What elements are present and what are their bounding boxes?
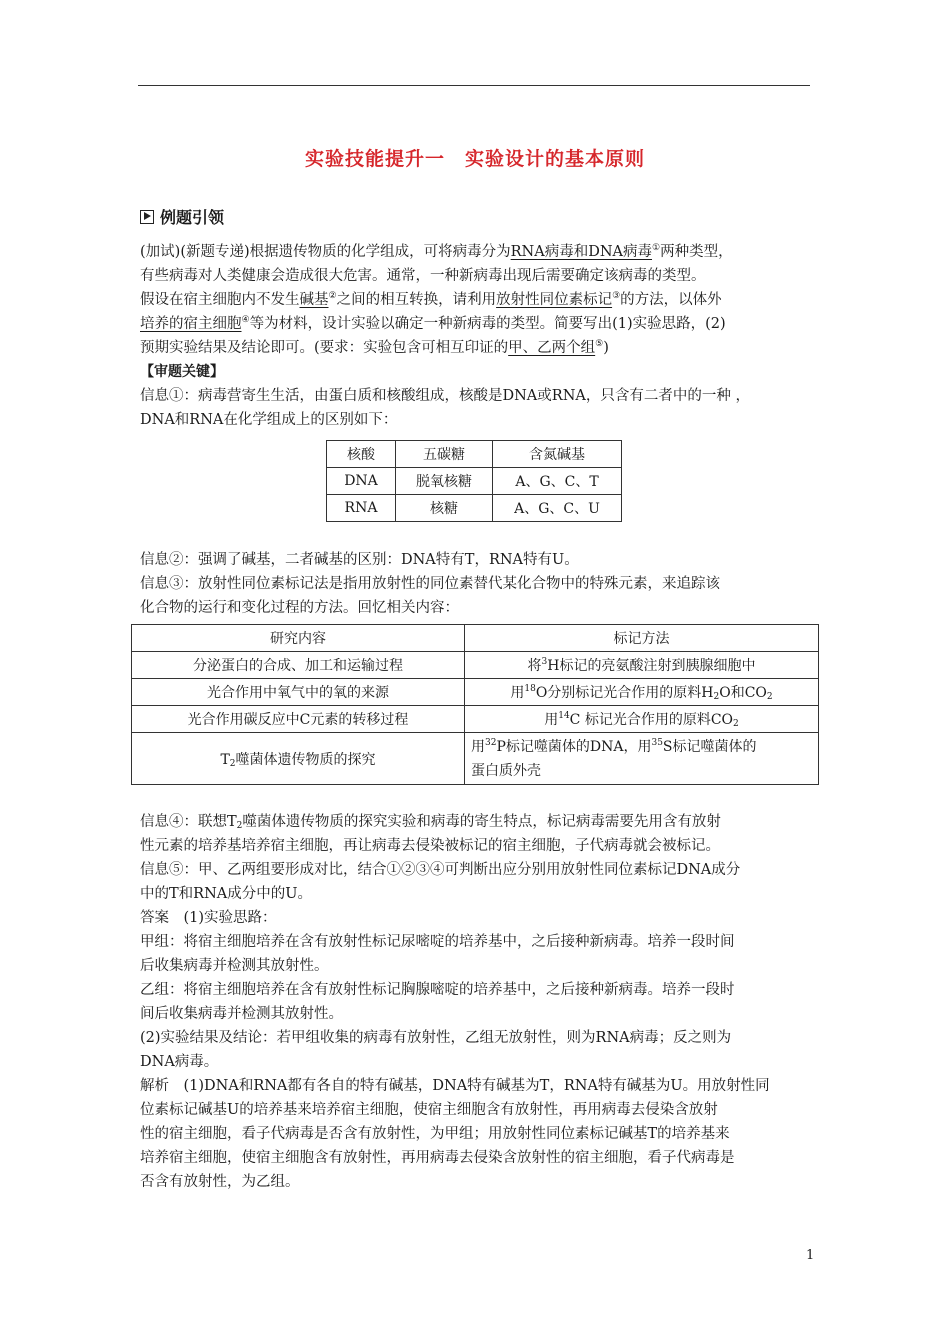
table-row: 光合作用中氧气中的氧的来源 用$^{18}$O分别标记光合作用的原料$H_2O$和$CO_2$ <box>132 679 819 706</box>
page-title: 实验技能提升一 实验设计的基本原则 <box>304 148 645 170</box>
table-row: DNA 脱氧核糖 A、G、C、T <box>327 468 622 495</box>
analysis-heading: 解析 (1)DNA和RNA都有各自的特有碱基，DNA特有碱基为T，RNA特有碱基为U。用放射性同 <box>140 1078 770 1094</box>
underlined-term: 放射性同位素标记 <box>496 292 613 308</box>
underlined-term: 培养的宿主细胞 <box>140 316 242 332</box>
isotope-table: 研究内容 标记方法 分泌蛋白的合成、加工和运输过程 将$^3$H标记的亮氨酸注射到胰腺细胞中 光合作用中氧气中的氧的来源 用$^{18}$O分别标记光合作用的原料$H_2O$和$CO_2$ 光合作用碳反应中C元素的转移过程 用$^{14}$C 标记光合作用的原料$CO_2$ $T_2$噬菌体遗传物质的探究 用$^{32}$P标记噬菌体的DNA，用$^{35}$S标记噬菌体的 蛋白质外壳 <box>131 624 819 785</box>
underlined-term: 甲、乙两个组 <box>508 340 596 356</box>
table-row: 光合作用碳反应中C元素的转移过程 用$^{14}$C 标记光合作用的原料$CO_2$ <box>132 706 819 733</box>
key-header: 【审题关键】 <box>140 364 224 380</box>
table-row: $T_2$噬菌体遗传物质的探究 用$^{32}$P标记噬菌体的DNA，用$^{35}$S标记噬菌体的 蛋白质外壳 <box>132 733 819 785</box>
section-heading <box>140 205 224 228</box>
underlined-term: RNA病毒和DNA病毒 <box>510 244 653 260</box>
page-number: 1 <box>806 1248 815 1263</box>
info-4: 信息④：联想$T_2$噬菌体遗传物质的探究实验和病毒的寄生特点，标记病毒需要先用含有放射 <box>140 814 721 831</box>
underlined-term: 碱基 <box>299 292 329 308</box>
info-2-3: 信息②：强调了碱基，二者碱基的区别：DNA特有T，RNA特有U。 信息③：放射性同位素标记法是指用放射性的同位素替代某化合物中的特殊元素，来追踪该 化合物的运行和变化过程的方法。回忆相关内容： <box>140 548 816 620</box>
section-label: 例题引领 <box>160 208 225 227</box>
info-2: 信息②：强调了碱基，二者碱基的区别：DNA特有T，RNA特有U。 <box>140 552 579 568</box>
info-1: 信息①：病毒营寄生生活，由蛋白质和核酸组成，核酸是DNA或RNA，只含有二者中的一种 ， <box>140 388 750 404</box>
info-3: 信息③：放射性同位素标记法是指用放射性的同位素替代某化合物中的特殊元素，来追踪该 <box>140 576 720 592</box>
nucleic-acid-table: 核酸 五碳糖 含氮碱基 DNA 脱氧核糖 A、G、C、T RNA 核糖 A、G、C、U <box>326 440 622 522</box>
header-rule <box>138 85 810 86</box>
info-5: 信息⑤：甲、乙两组要形成对比，结合①②③④可判断出应分别用放射性同位素标记DNA成分 <box>140 862 741 878</box>
play-arrow-icon <box>140 210 154 224</box>
question-block: (加试)(新题专递)根据遗传物质的化学组成，可将病毒分为RNA病毒和DNA病毒①两种类型， 有些病毒对人类健康会造成很大危害。通常，一种新病毒出现后需要确定该病毒的类型。 假设在宿主细胞内不发生碱基②之间的相互转换，请利用放射性同位素标记③的方法，以体外 培养的宿主细胞④等为材料，设计实验以确定一种新病毒的类型。简要写出(1)实验思路，(2) 预期实验结果及结论即可。(要求：实验包含可相互印证的甲、乙两个组⑤) 【审题关键】 信息①：病毒营寄生生活，由蛋白质和核酸组成，核酸是DNA或RNA，只含有二者中的一种 ， DNA和RNA在化学组成上的区别如下： <box>140 240 816 432</box>
table-row: RNA 核糖 A、G、C、U <box>327 495 622 522</box>
answer-heading: 答案 (1)实验思路： <box>140 910 277 926</box>
table-row: 分泌蛋白的合成、加工和运输过程 将$^3$H标记的亮氨酸注射到胰腺细胞中 <box>132 652 819 679</box>
info-4-5-answer: 信息④：联想$T_2$噬菌体遗传物质的探究实验和病毒的寄生特点，标记病毒需要先用含有放射 性元素的培养基培养宿主细胞，再让病毒去侵染被标记的宿主细胞，子代病毒就会被标记。 信息⑤：甲、乙两组要形成对比，结合①②③④可判断出应分别用放射性同位素标记DNA成分 中的T和RNA成分中的U。 答案 (1)实验思路： 甲组：将宿主细胞培养在含有放射性标记尿嘧啶的培养基中，之后接种新病毒。培养一段时间 后收集病毒并检测其放射性。 乙组：将宿主细胞培养在含有放射性标记胸腺嘧啶的培养基中，之后接种新病毒。培养一段时 间后收集病毒并检测其放射性。 (2)实验结果及结论：若甲组收集的病毒有放射性，乙组无放射性，则为RNA病毒；反之则为 DNA病毒。 解析 (1)DNA和RNA都有各自的特有碱基，DNA特有碱基为T，RNA特有碱基为U。用放射性同 位素标记碱基U的培养基来培养宿主细胞，使宿主细胞含有放射性，再用病毒去侵染含放射 性的宿主细胞，看子代病毒是否含有放射性，为甲组；用放射性同位素标记碱基T的培养基来 培养宿主细胞，使宿主细胞含有放射性，再用病毒去侵染含放射性的宿主细胞，看子代病毒是 否含有放射性，为乙组。 <box>140 810 816 1194</box>
